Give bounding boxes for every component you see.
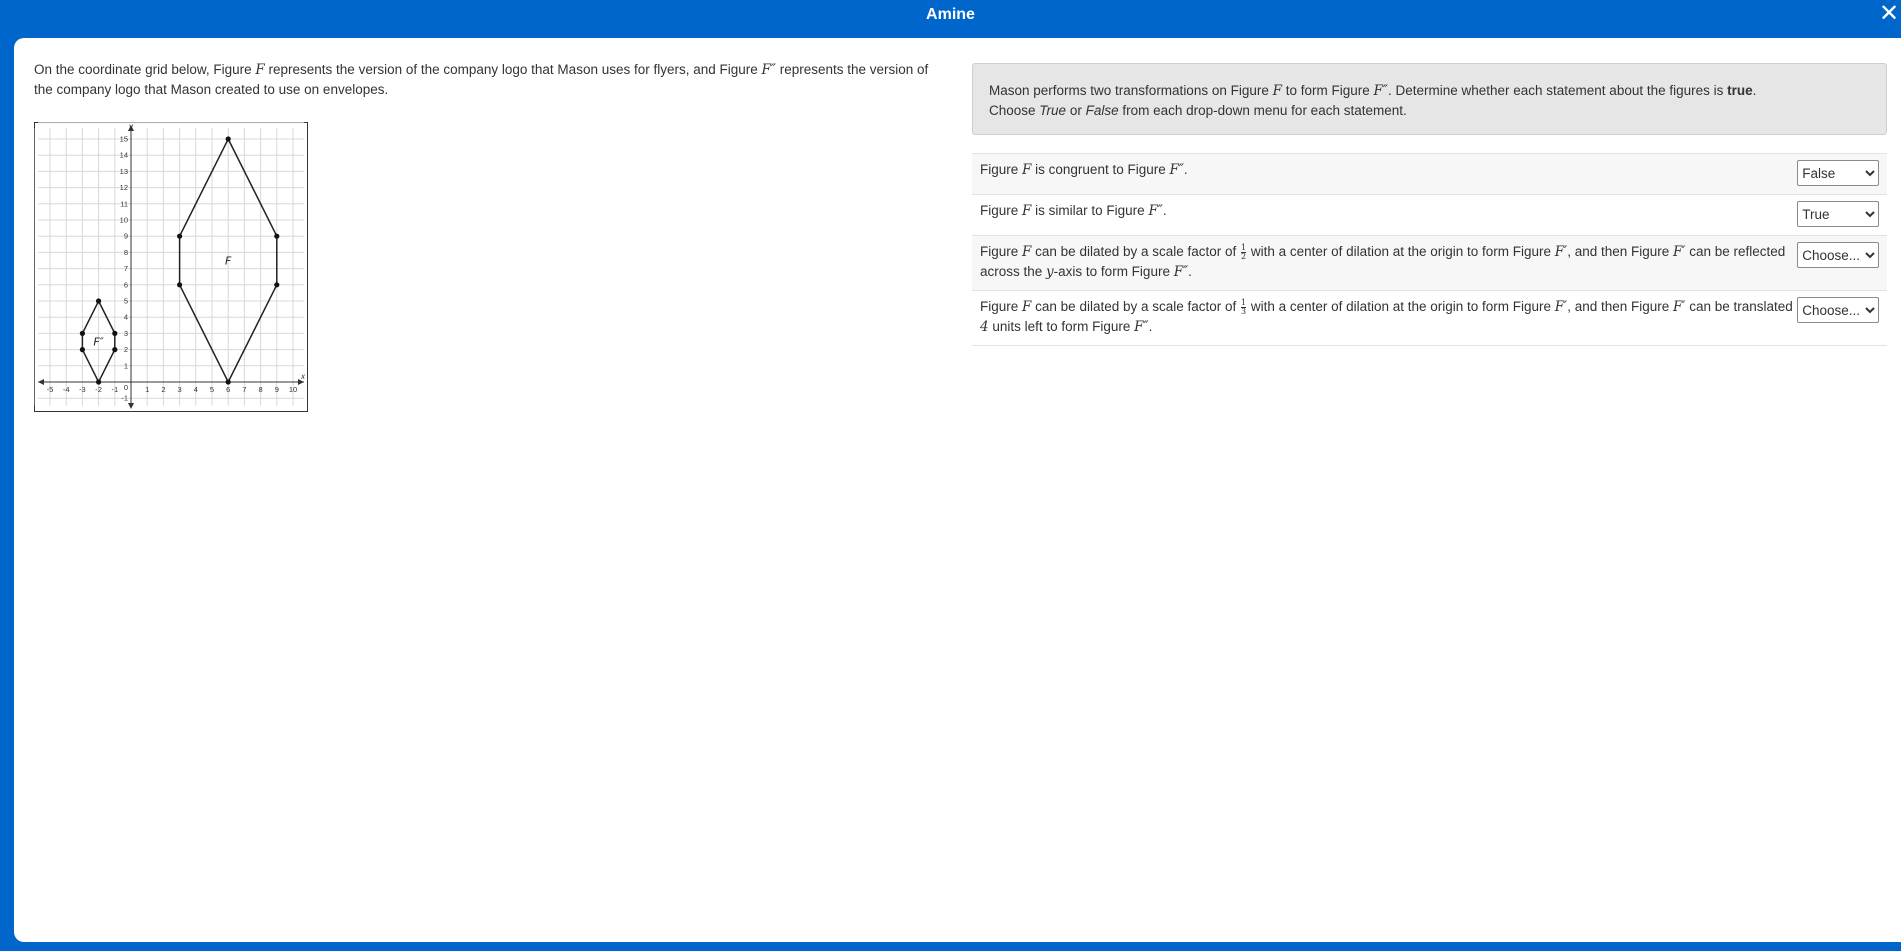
prompt-part: Choose — [989, 103, 1040, 118]
statement-row-4 — [972, 291, 1887, 346]
figure-F-vertex — [274, 234, 279, 239]
stmt-part: can be reflected across the — [980, 244, 1786, 279]
prompt-part: Mason performs two transformations on Figure — [989, 83, 1273, 98]
math-F: F — [1022, 203, 1032, 219]
fraction-one-half — [1241, 244, 1246, 261]
math-y: y — [1046, 264, 1054, 280]
emphasis-true-italic: True — [1039, 103, 1067, 118]
statement-text — [980, 242, 1797, 282]
stmt-part: -axis to form Figure — [1053, 264, 1174, 279]
stmt-part: , and then Figure — [1567, 244, 1674, 259]
fraction-numerator: 1 — [1241, 242, 1247, 252]
graph-frame — [35, 123, 308, 412]
y-tick-label: 11 — [120, 199, 128, 209]
stmt-part: Figure — [980, 203, 1023, 218]
x-tick-label: 7 — [242, 385, 247, 394]
right-column — [972, 63, 1887, 346]
figure-F-double-prime-vertex — [112, 347, 117, 352]
statement-2-dropdown[interactable] — [1797, 201, 1879, 227]
math-4: 4 — [980, 319, 989, 335]
math-F: F — [1022, 299, 1032, 315]
instructions-line-1 — [989, 81, 1870, 101]
statement-row-1 — [972, 154, 1887, 195]
x-tick-label: -5 — [46, 385, 54, 394]
figure-F-vertex — [226, 136, 231, 141]
statement-row-3 — [972, 236, 1887, 291]
math-F-prime: F′ — [1554, 244, 1568, 260]
math-F-prime: F′ — [1554, 299, 1568, 315]
math-F-double-prime: F″ — [1148, 203, 1163, 219]
statement-4-dropdown[interactable] — [1797, 297, 1879, 323]
x-tick-label: -2 — [95, 385, 102, 394]
stmt-part: is similar to Figure — [1031, 203, 1149, 218]
prompt-part: to form Figure — [1282, 83, 1374, 98]
math-F: F — [255, 62, 265, 78]
y-tick-label: 2 — [123, 345, 128, 355]
intro-part: represents the version of the company logo that Mason created to use on envelopes. — [34, 62, 929, 97]
x-tick-label: 5 — [209, 385, 215, 394]
intro-part: On the coordinate grid below, Figure — [34, 62, 256, 77]
math-F-double-prime: F″ — [761, 62, 776, 78]
figure-F-vertex — [177, 282, 182, 287]
statement-text — [980, 201, 1797, 221]
x-tick-label: 3 — [177, 385, 182, 394]
window-titlebar — [0, 0, 1901, 30]
x-tick-label: -4 — [62, 385, 70, 394]
math-F-double-prime: F″ — [1173, 264, 1189, 280]
math-F: F — [1272, 83, 1282, 99]
y-tick-label: 13 — [119, 166, 128, 176]
y-tick-label: 5 — [123, 296, 128, 306]
y-tick-label: 12 — [119, 183, 128, 193]
statement-3-dropdown[interactable] — [1797, 242, 1879, 268]
x-tick-label: 4 — [193, 385, 198, 394]
window-title: Amine — [926, 6, 975, 23]
stmt-part: is congruent to Figure — [1031, 162, 1170, 177]
x-tick-label: 6 — [226, 385, 231, 394]
y-tick-label: 1 — [123, 361, 128, 371]
intro-part: represents the version of the company logo that Mason uses for flyers, and Figure — [264, 62, 762, 77]
y-tick-label: -1 — [121, 393, 128, 403]
emphasis-false-italic: False — [1085, 103, 1119, 118]
figure-F-vertex — [226, 379, 231, 384]
stmt-part: . — [1188, 264, 1192, 279]
x-tick-label: -1 — [111, 385, 119, 394]
fraction-numerator: 1 — [1241, 297, 1247, 307]
fraction-denominator: 3 — [1241, 306, 1247, 316]
figure-F-double-prime-vertex — [96, 379, 101, 384]
instructions-box — [972, 63, 1887, 135]
left-column — [34, 60, 949, 99]
y-tick-label: 6 — [123, 280, 128, 290]
stmt-part: . — [1183, 162, 1188, 177]
fraction-one-third — [1241, 299, 1246, 316]
math-F: F — [1022, 244, 1032, 260]
stmt-part: can be dilated by a scale factor of — [1031, 299, 1241, 314]
stmt-part: with a center of dilation at the origin to form Figure — [1247, 244, 1555, 259]
y-tick-label: 4 — [123, 312, 128, 322]
stmt-part: , and then Figure — [1567, 299, 1674, 314]
figure-F-vertex — [274, 282, 279, 287]
figure-F-double-prime-vertex — [80, 331, 85, 336]
math-F: F — [1022, 162, 1032, 178]
fraction-denominator: 2 — [1241, 251, 1247, 261]
origin-label: 0 — [123, 383, 128, 392]
stmt-part: can be dilated by a scale factor of — [1031, 244, 1241, 259]
stmt-part: units left to form Figure — [988, 319, 1135, 334]
close-icon[interactable]: ✕ — [1878, 0, 1900, 27]
figure-F-double-prime-vertex — [96, 298, 101, 303]
coordinate-grid — [34, 122, 308, 412]
x-tick-label: 1 — [145, 385, 150, 394]
statement-text — [980, 297, 1797, 337]
stmt-part: Figure — [980, 299, 1023, 314]
prompt-part: . Determine whether each statement about the figures is — [1387, 83, 1728, 98]
prompt-part: from each drop-down menu for each statement. — [1118, 103, 1407, 118]
stmt-part: . — [1162, 203, 1167, 218]
stmt-part: Figure — [980, 162, 1023, 177]
math-F-double-prime: F″ — [1134, 319, 1149, 335]
x-tick-label: 10 — [288, 385, 298, 394]
stmt-part: Figure — [980, 244, 1023, 259]
x-tick-label: 2 — [161, 385, 166, 394]
math-F-prime: F′ — [1673, 244, 1686, 260]
figure-F-double-prime-vertex — [80, 347, 85, 352]
y-tick-label: 15 — [119, 134, 128, 144]
statement-row-2 — [972, 195, 1887, 236]
figure-F-label: F — [225, 254, 232, 268]
figure-F-vertex — [177, 234, 182, 239]
prompt-part: . — [1752, 83, 1757, 98]
math-F-prime: F′ — [1673, 299, 1686, 315]
figure-F-double-prime-vertex — [112, 331, 117, 336]
stmt-part: can be translated — [1685, 299, 1793, 314]
prompt-part: or — [1066, 103, 1086, 118]
y-tick-label: 9 — [123, 231, 128, 241]
y-tick-label: 14 — [119, 150, 128, 160]
x-axis-label: x — [301, 372, 305, 381]
statement-1-dropdown[interactable] — [1797, 160, 1879, 186]
stmt-part: . — [1148, 319, 1153, 334]
x-tick-label: -3 — [79, 385, 86, 394]
statement-text — [980, 160, 1797, 180]
y-axis-label: y — [129, 122, 133, 131]
figure-F-double-prime-label: F″ — [93, 335, 104, 349]
math-F-double-prime: F″ — [1373, 83, 1388, 99]
y-tick-label: 10 — [119, 215, 128, 225]
y-tick-label: 7 — [123, 264, 128, 274]
emphasis-true: true — [1727, 83, 1753, 98]
x-tick-label: 8 — [258, 385, 263, 394]
x-tick-label: 9 — [274, 385, 279, 394]
instructions-line-2 — [989, 101, 1870, 120]
y-tick-label: 3 — [123, 328, 128, 338]
y-tick-label: 8 — [123, 247, 128, 257]
content-panel — [14, 38, 1901, 942]
statement-list — [972, 153, 1887, 346]
stmt-part: with a center of dilation at the origin to form Figure — [1247, 299, 1555, 314]
intro-text — [34, 60, 949, 99]
math-F-double-prime: F″ — [1169, 162, 1184, 178]
